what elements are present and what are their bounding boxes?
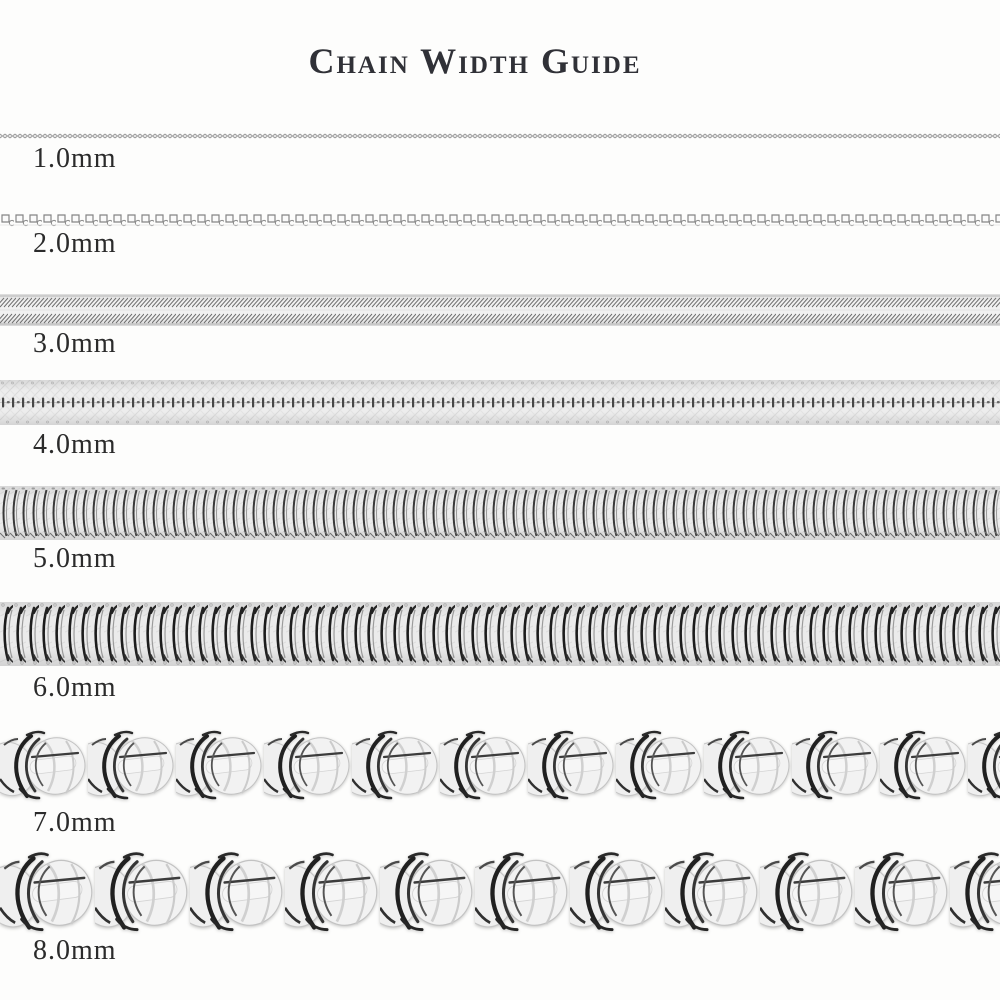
chain-row-2-0mm xyxy=(0,212,1000,228)
chain-width-label-1-0mm: 1.0mm xyxy=(33,143,117,174)
chain-image-4-0mm xyxy=(0,380,1000,425)
chain-width-label-6-0mm: 6.0mm xyxy=(33,672,117,703)
chain-image-6-0mm xyxy=(0,602,1000,666)
chain-row-5-0mm xyxy=(0,486,1000,540)
chain-image-2-0mm xyxy=(0,212,1000,228)
chain-image-1-0mm xyxy=(0,130,1000,142)
chain-width-label-7-0mm: 7.0mm xyxy=(33,807,117,838)
chain-row-1-0mm xyxy=(0,130,1000,142)
chain-row-3-0mm xyxy=(0,294,1000,326)
chain-width-label-5-0mm: 5.0mm xyxy=(33,543,117,574)
chain-row-4-0mm xyxy=(0,380,1000,425)
chain-width-label-8-0mm: 8.0mm xyxy=(33,935,117,966)
chain-width-label-4-0mm: 4.0mm xyxy=(33,429,117,460)
chain-row-6-0mm xyxy=(0,602,1000,666)
chain-width-label-2-0mm: 2.0mm xyxy=(33,228,117,259)
chain-row-8-0mm xyxy=(0,848,1000,940)
chain-image-7-0mm xyxy=(0,727,1000,807)
chain-image-8-0mm xyxy=(0,848,1000,940)
chain-image-5-0mm xyxy=(0,486,1000,540)
page-title: Chain Width Guide xyxy=(308,41,642,82)
chain-row-7-0mm xyxy=(0,727,1000,807)
chain-image-3-0mm xyxy=(0,294,1000,326)
chain-width-label-3-0mm: 3.0mm xyxy=(33,328,117,359)
